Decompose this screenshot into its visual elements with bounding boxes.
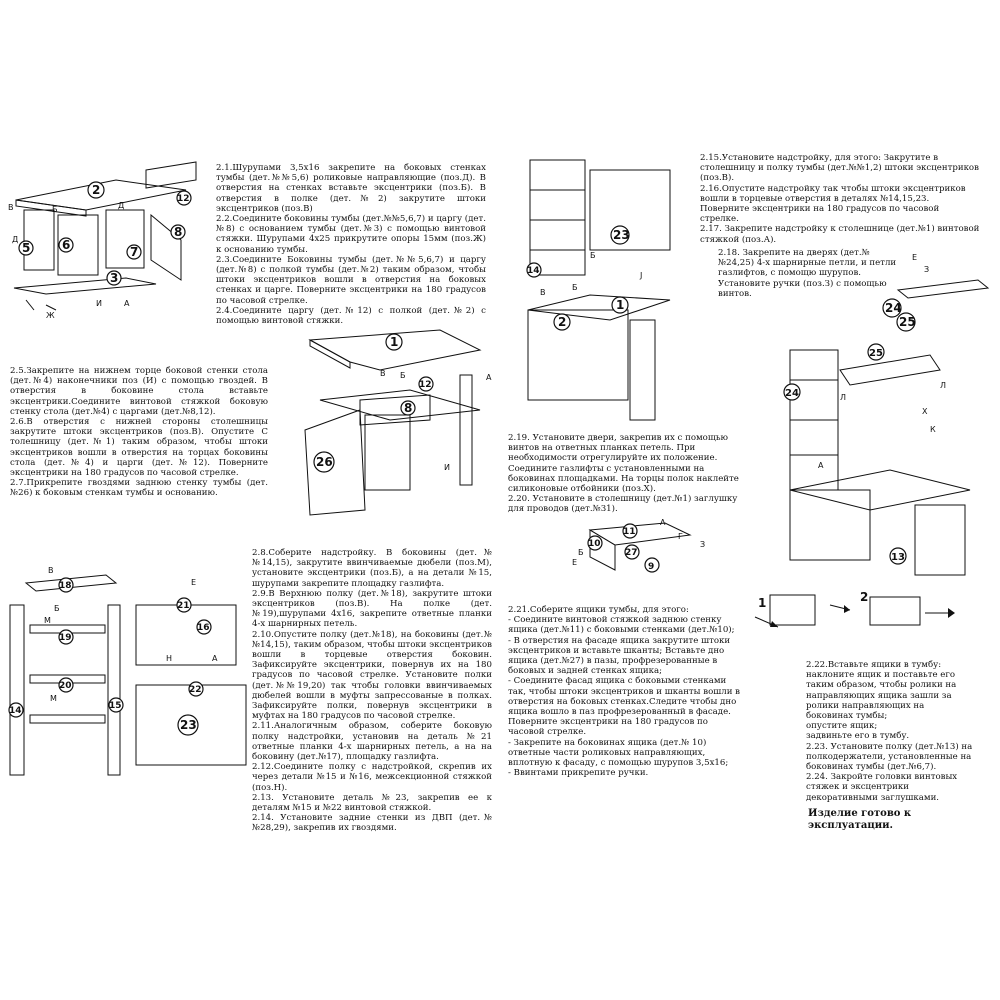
label-K: К — [930, 425, 936, 434]
figure-superstructure-assembly — [6, 565, 251, 785]
label-1b: 1 — [616, 298, 625, 312]
label-A6: А — [818, 461, 824, 470]
label-8b: 8 — [404, 401, 413, 415]
figure-drawer — [570, 515, 715, 580]
label-D: Д — [118, 201, 125, 210]
step-2-18: 2.18. Закрепите на дверях (дет.№№24,25) 4-х шарнирные петли, и петли газлифтов, с помощю шурупов. Установите ручки (поз.З) с помощью винтов. — [718, 248, 897, 299]
label-14b: 14 — [527, 266, 540, 276]
label-1: 1 — [390, 335, 399, 349]
label-18: 18 — [59, 581, 72, 591]
step-2-21: 2.21.Соберите ящики тумбы, для этого: - Соедините винтовой стяжкой заднюю стенку ящика (дет.№11) с боковыми стенками (дет.№10); - В отверстия на фасаде ящика закрутите штоки эксцентриков и вставьте шканты; Вставьте дно ящика (дет.№27) в пазы, профрезерованные в боковых и задней стенках ящика; - Соедините фасад ящика с боковыми стенками так, чтобы штоки эксцентриков и шканты вошли в отверстия на боковых стенках.Следите чтобы дно ящика вошло в паз профрезерованный в фасаде. Поверните эксцентрики на 180 градусов по часовой стрелке. - Закрепите на боковинах ящика (дет.№ 10) ответные части роликовых направляющих, вплотную к фасаду, с помощью шурупов 3,5х16; - Ввинтами прикрепите ручки. — [508, 605, 741, 779]
label-23b: 23 — [613, 228, 630, 242]
label-9: 9 — [648, 562, 655, 572]
label-M4: М — [50, 694, 57, 703]
label-25: 25 — [899, 315, 916, 329]
label-25b: 25 — [869, 348, 883, 359]
label-8: 8 — [174, 225, 183, 239]
step-2-1-to-2-4: 2.1.Шурупами 3,5х16 закрепите на боковых стенках тумбы (дет.№№5,6) роликовые направляющие (поз.Д). В отверстия на стенках вставьте эксцентрики (поз.Б). В отверстия в полке (дет.№2) закрутите штоки эксцентриков (поз.В) 2.2.Соедините боковины тумбы (дет.№№5,6,7) и царгу (дет.№8) с основанием тумбы (дет.№3) с помощью винтовой стяжки. Шурупами 4х25 прикрутите опоры 15мм (поз.Ж) к основанию тумбы. 2.3.Соедините Боковины тумбы (дет.№№5,6,7) и царгу (дет.№8) с полкой тумбы (дет.№2) таким образом, чтобы штоки эксцентриков вошли в отверстия на боковых стенках и царге. Поверните эксцентрики на 180 градусов по часовой стрелке. 2.4.Соедините царгу (дет.№12) с полкой (дет.№2) с помощью винтовой стяжки. — [216, 163, 486, 327]
label-I2: И — [444, 463, 450, 472]
label-V3: В — [48, 566, 54, 575]
label-V2: В — [380, 369, 386, 378]
label-E5: Е — [912, 253, 918, 262]
label-24b: 24 — [785, 388, 799, 399]
label-15: 15 — [109, 701, 122, 711]
label-I: И — [96, 299, 102, 308]
label-G: Г — [678, 532, 683, 541]
label-L2: Л — [940, 381, 947, 390]
label-24: 24 — [885, 301, 902, 315]
label-ZH: Ж — [46, 311, 55, 320]
label-6: 6 — [62, 238, 71, 252]
figure-doors — [878, 250, 993, 335]
label-B2: Б — [400, 371, 406, 380]
label-B7: Б — [578, 548, 584, 557]
label-12b: 12 — [419, 380, 432, 390]
label-26: 26 — [316, 455, 333, 469]
label-Z5: З — [924, 265, 930, 274]
label-2b: 2 — [558, 315, 567, 329]
label-7: 7 — [130, 245, 139, 259]
figure-final-assembly — [780, 340, 975, 585]
label-E7: Е — [572, 558, 578, 567]
step-2-15-to-2-17: 2.15.Установите надстройку, для этого: Закрутите в столешницу и полку тумбы (дет.№№1,2) штоки эксцентриков (поз.В). 2.16.Опустите надстройку так чтобы штоки эксцентриков вошли в торцевые отверстия в деталях №14,15,23. Поверните эксцентрики на 180 градусов по часовой стрелке. 2.17. Закрепите надстройку к столешнице (дет.№1) винтовой стяжкой (поз.А). — [700, 153, 980, 245]
label-11: 11 — [623, 527, 636, 537]
label-A7: А — [660, 518, 666, 527]
label-A: А — [124, 299, 130, 308]
label-21: 21 — [177, 601, 190, 611]
label-22: 22 — [189, 685, 202, 695]
label-J: J — [640, 271, 643, 280]
label-29: 16 — [197, 623, 210, 633]
label-27: 27 — [625, 548, 638, 558]
figure-shelf-unit — [520, 150, 700, 430]
label-19: 19 — [59, 633, 72, 643]
ready-note: Изделие готово к эксплуатации. — [808, 808, 912, 831]
label-A3: А — [212, 654, 218, 663]
label-3: 3 — [110, 271, 119, 285]
label-E3: Е — [191, 578, 197, 587]
step-2-8-to-2-14: 2.8.Соберите надстройку. В боковины (дет.№№14,15), закрутите ввинчиваемые дюбели (поз.М), установите эксцентрики (поз.Б), а на детали №15, шурупами закрепите площадку газлифта. 2.9.В Верхнюю полку (дет.№18), закрутите штоки эксцентриков (поз.В). На полке (дет.№19),шурупами 4х16, закрепите ответные планки 4-х шарнирных петель. 2.10.Опустите полку (дет.№18), на боковины (дет.№№14,15), таким образом, чтобы штоки эксцентриков вошли в торцевые отверстия боковин. Зафиксируйте эксцентрики, повернув их на 180 градусов по часовой стрелке. Установите полки (дет.№№19,20) так чтобы головки ввинчиваемых дюбелей вошли в муфты запрессованые в полках. Зафиксируйте полки, повернув эксцентрики в муфтах на 180 градусов по часовой стрелке. 2.11.Аналогичным образом, соберите боковую полку надстройки, установив на деталь №21 ответные планки 4-х шарнирных петель, а на на боковину (дет.№17), площадку газлифта. 2.12.Соедините полку с надстройкой, скрепив их через детали №15 и №16, межсекционной стяжкой (поз.Н). 2.13. Установите деталь №23, закрепив ее к деталям №15 и №22 винтовой стяжкой. 2.14. Установите задние стенки из ДВП (дет.№№28,29), закрепив их гвоздями. — [252, 548, 492, 834]
label-V: В — [8, 203, 14, 212]
figure-drawer-insertion — [750, 585, 960, 645]
label-B3: Б — [54, 604, 60, 613]
label-L: Л — [840, 393, 847, 402]
label-B4: Б — [572, 283, 578, 292]
label-Z7: З — [700, 540, 706, 549]
label-A2: А — [486, 373, 492, 382]
step-2-5-to-2-7: 2.5.Закрепите на нижнем торце боковой стенки стола (дет.№4) наконечники поз (И) с помощью гвоздей. В отверстия в боковине стола вставьте эксцентрики.Соедините винтовой стяжкой боковую стенку стола (дет.№4) с царгами (дет.№8,12). 2.6.В отверстия с нижней стороны столешницы закрутите штоки эксцентриков (поз.В). Опустите С толешницу (дет.№1) таким образом, чтобы штоки эксцентриков вошли в отверстия на торцах боковины стола (дет.№4) и царги (дет.№12). Поверните эксцентрики на 180 градусов по часовой стрелке. 2.7.Прикрепите гвоздями заднюю стенку тумбы (дет.№26) к боковым стенкам тумбы и основанию. — [10, 366, 268, 499]
figure-desk-assembly — [290, 320, 500, 520]
label-20: 20 — [59, 681, 72, 691]
label-B5: Б — [590, 251, 596, 260]
label-N3: Н — [166, 654, 173, 663]
step-2-19-to-2-20: 2.19. Установите двери, закрепив их с помощью винтов на ответных планках петель. При необходимости отрегулируйте их положение. Соедините газлифты с установленными на боковинах площадками. На торцы полок наклейте силиконовые отбойники (поз.Х). 2.20. Установите в столешницу (дет.№1) заглушку для проводов (дет.№31). — [508, 433, 739, 515]
step-arrow-1: 1 — [758, 596, 767, 610]
label-M3: М — [44, 616, 51, 625]
label-12: 12 — [177, 194, 190, 204]
label-13: 13 — [891, 552, 905, 563]
label-B: Б — [52, 205, 58, 214]
label-X: Х — [922, 407, 928, 416]
label-2: 2 — [92, 183, 101, 197]
label-10: 10 — [588, 539, 601, 549]
step-arrow-2: 2 — [860, 590, 869, 604]
label-D2: Д — [12, 235, 19, 244]
label-V4: В — [540, 288, 546, 297]
label-23: 23 — [180, 718, 197, 732]
label-14: 14 — [9, 706, 22, 716]
label-5: 5 — [22, 241, 31, 255]
figure-pedestal-assembly — [6, 160, 206, 330]
step-2-22-to-2-24: 2.22.Вставьте ящики в тумбу: наклоните ящик и поставьте его таким образом, чтобы ролики на направляющих ящика зашли за ролики направляющих на боковинах тумбы; опустите ящик; задвиньте его в тумбу. 2.23. Установите полку (дет.№13) на полкодержатели, установленные на боковинах тумбы (дет.№6,7). 2.24. Закройте головки винтовых стяжек и эксцентрики декоративными заглушками. — [806, 660, 973, 803]
